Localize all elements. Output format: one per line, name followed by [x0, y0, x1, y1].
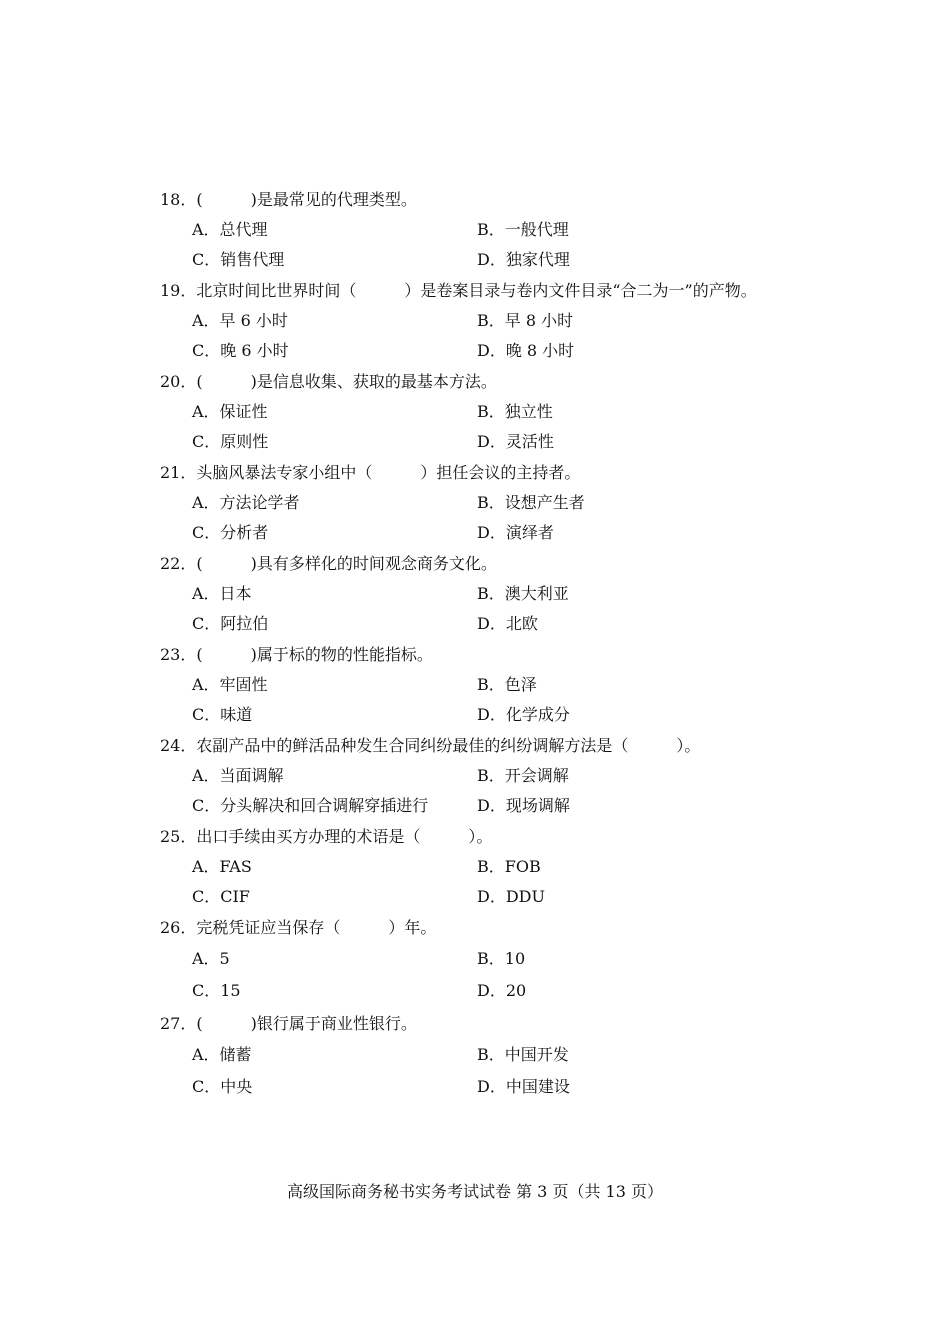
option-row [160, 670, 880, 700]
option-row [160, 1039, 880, 1071]
option-row [160, 882, 880, 912]
page-footer: 高级国际商务秘书实务考试试卷 第 3 页（共 13 页） [287, 1182, 663, 1201]
option-c: C．分析者 [192, 523, 269, 542]
option-row [160, 488, 880, 518]
option-a: A．早 6 小时 [192, 311, 288, 330]
question-stem: 19．北京时间比世界时间（ ）是卷案目录与卷内文件目录“合二为一”的产物。 [160, 281, 757, 300]
option-row [160, 306, 880, 336]
question-20 [160, 367, 880, 457]
question-stem: 20．( )是信息收集、获取的最基本方法。 [160, 372, 497, 391]
question-25 [160, 822, 880, 912]
question-19 [160, 276, 880, 366]
question-stem: 23．( )属于标的物的性能指标。 [160, 645, 433, 664]
option-b: B．色泽 [477, 675, 537, 694]
option-d: D．20 [477, 981, 527, 1000]
option-c: C．15 [192, 981, 241, 1000]
option-row [160, 943, 880, 975]
option-d: D．演绎者 [477, 523, 554, 542]
option-a: A．储蓄 [192, 1045, 252, 1064]
question-18 [160, 185, 880, 275]
option-b: B．FOB [477, 857, 541, 876]
question-stem: 22．( )具有多样化的时间观念商务文化。 [160, 554, 497, 573]
option-row [160, 336, 880, 366]
question-26 [160, 913, 880, 1007]
question-23 [160, 640, 880, 730]
option-a: A．5 [192, 949, 230, 968]
question-21 [160, 458, 880, 548]
option-d: D．中国建设 [477, 1077, 570, 1096]
option-c: C．阿拉伯 [192, 614, 269, 633]
option-a: A．总代理 [192, 220, 268, 239]
option-row [160, 215, 880, 245]
option-c: C．味道 [192, 705, 253, 724]
question-stem: 25．出口手续由买方办理的术语是（ ）。 [160, 827, 493, 846]
option-c: C．晚 6 小时 [192, 341, 289, 360]
option-row [160, 397, 880, 427]
option-c: C．原则性 [192, 432, 269, 451]
option-c: C．中央 [192, 1077, 253, 1096]
option-d: D．晚 8 小时 [477, 341, 575, 360]
option-c: C．分头解决和回合调解穿插进行 [192, 796, 429, 815]
option-d: D．独家代理 [477, 250, 570, 269]
option-row [160, 579, 880, 609]
option-a: A．牢固性 [192, 675, 268, 694]
option-b: B．一般代理 [477, 220, 569, 239]
question-22 [160, 549, 880, 639]
option-b: B．开会调解 [477, 766, 569, 785]
option-c: C．CIF [192, 887, 250, 906]
question-stem: 24．农副产品中的鲜活品种发生合同纠纷最佳的纠纷调解方法是（ ）。 [160, 736, 701, 755]
option-d: D．化学成分 [477, 705, 570, 724]
option-c: C．销售代理 [192, 250, 285, 269]
option-b: B．中国开发 [477, 1045, 569, 1064]
question-27 [160, 1009, 880, 1103]
option-row [160, 700, 880, 730]
option-row [160, 518, 880, 548]
option-row [160, 427, 880, 457]
option-a: A．日本 [192, 584, 252, 603]
option-a: A．方法论学者 [192, 493, 300, 512]
option-d: D．现场调解 [477, 796, 570, 815]
question-24 [160, 731, 880, 821]
option-a: A．保证性 [192, 402, 268, 421]
option-row [160, 761, 880, 791]
option-a: A．当面调解 [192, 766, 284, 785]
question-stem: 27．( )银行属于商业性银行。 [160, 1014, 417, 1033]
option-d: D．DDU [477, 887, 545, 906]
option-b: B．设想产生者 [477, 493, 585, 512]
question-stem: 18．( )是最常见的代理类型。 [160, 190, 417, 209]
option-b: B．10 [477, 949, 526, 968]
question-stem: 26．完税凭证应当保存（ ）年。 [160, 918, 437, 937]
option-row [160, 975, 880, 1007]
question-stem: 21．头脑风暴法专家小组中（ ）担任会议的主持者。 [160, 463, 581, 482]
option-row [160, 852, 880, 882]
option-b: B．早 8 小时 [477, 311, 574, 330]
option-row [160, 245, 880, 275]
option-a: A．FAS [192, 857, 252, 876]
option-row [160, 609, 880, 639]
option-row [160, 791, 880, 821]
option-b: B．澳大利亚 [477, 584, 569, 603]
option-b: B．独立性 [477, 402, 553, 421]
option-d: D．北欧 [477, 614, 538, 633]
option-d: D．灵活性 [477, 432, 554, 451]
option-row [160, 1071, 880, 1103]
